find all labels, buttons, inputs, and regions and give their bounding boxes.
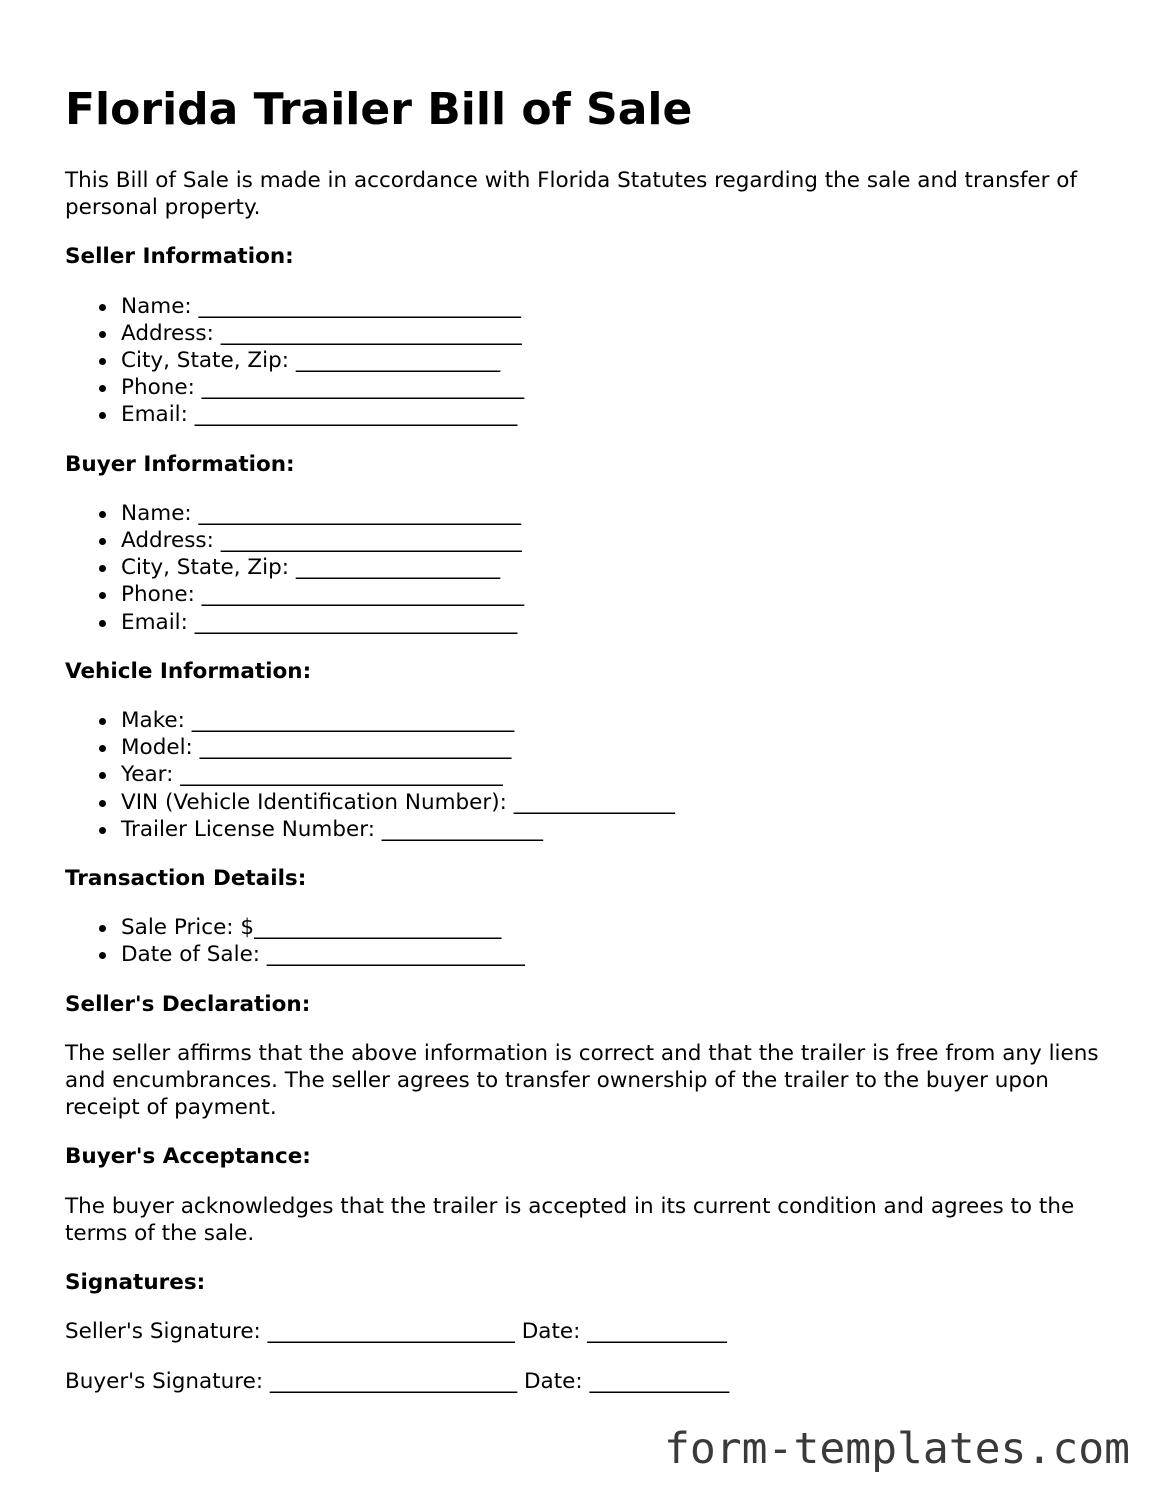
buyer-info-list: [65, 500, 1115, 636]
seller-info-list: [65, 293, 1115, 429]
buyer-phone-field: Phone: ______________________________: [121, 581, 1115, 608]
buyer-address-field: Address: ____________________________: [121, 527, 1115, 554]
date-of-sale-field: Date of Sale: ________________________: [121, 941, 1115, 968]
document-body: [65, 167, 1115, 1417]
transaction-heading: Transaction Details:: [65, 866, 307, 892]
intro-paragraph: This Bill of Sale is made in accordance with Florida Statutes regarding the sale and transfer of personal property.: [65, 168, 1078, 221]
buyer-signature-line: Buyer's Signature: _______________________ Date: _____________: [65, 1368, 730, 1394]
seller-info-heading: Seller Information:: [65, 244, 294, 270]
buyer-acceptance-text: The buyer acknowledges that the trailer is accepted in its current condition and agrees to the terms of the sale.: [65, 1193, 1075, 1246]
seller-signature-line: Seller's Signature: _______________________ Date: _____________: [65, 1319, 727, 1345]
document-title: Florida Trailer Bill of Sale: [65, 84, 693, 135]
seller-city-state-zip-field: City, State, Zip: ___________________: [121, 347, 1115, 374]
buyer-city-state-zip-field: City, State, Zip: ___________________: [121, 554, 1115, 581]
seller-declaration-text: The seller affirms that the above information is correct and that the trailer is free from any liens and encumbrances. The seller agrees to transfer ownership of the trailer to the buyer upon receipt of payment.: [65, 1040, 1099, 1121]
trailer-license-field: Trailer License Number: _______________: [121, 816, 1115, 843]
vehicle-info-list: [65, 707, 1115, 843]
vehicle-info-heading: Vehicle Information:: [65, 658, 312, 684]
buyer-name-field: Name: ______________________________: [121, 500, 1115, 527]
buyer-email-field: Email: ______________________________: [121, 609, 1115, 636]
transaction-list: [65, 914, 1115, 968]
signatures-heading: Signatures:: [65, 1270, 206, 1296]
seller-name-field: Name: ______________________________: [121, 293, 1115, 320]
vehicle-vin-field: VIN (Vehicle Identification Number): _______________: [121, 789, 1115, 816]
watermark-text: form-templates.com: [664, 1424, 1130, 1474]
vehicle-make-field: Make: ______________________________: [121, 707, 1115, 734]
seller-address-field: Address: ____________________________: [121, 320, 1115, 347]
seller-email-field: Email: ______________________________: [121, 401, 1115, 428]
vehicle-model-field: Model: _____________________________: [121, 734, 1115, 761]
buyer-info-heading: Buyer Information:: [65, 451, 295, 477]
sale-price-field: Sale Price: $_______________________: [121, 914, 1115, 941]
seller-phone-field: Phone: ______________________________: [121, 374, 1115, 401]
seller-declaration-heading: Seller's Declaration:: [65, 991, 311, 1017]
vehicle-year-field: Year: ______________________________: [121, 761, 1115, 788]
buyer-acceptance-heading: Buyer's Acceptance:: [65, 1144, 311, 1170]
